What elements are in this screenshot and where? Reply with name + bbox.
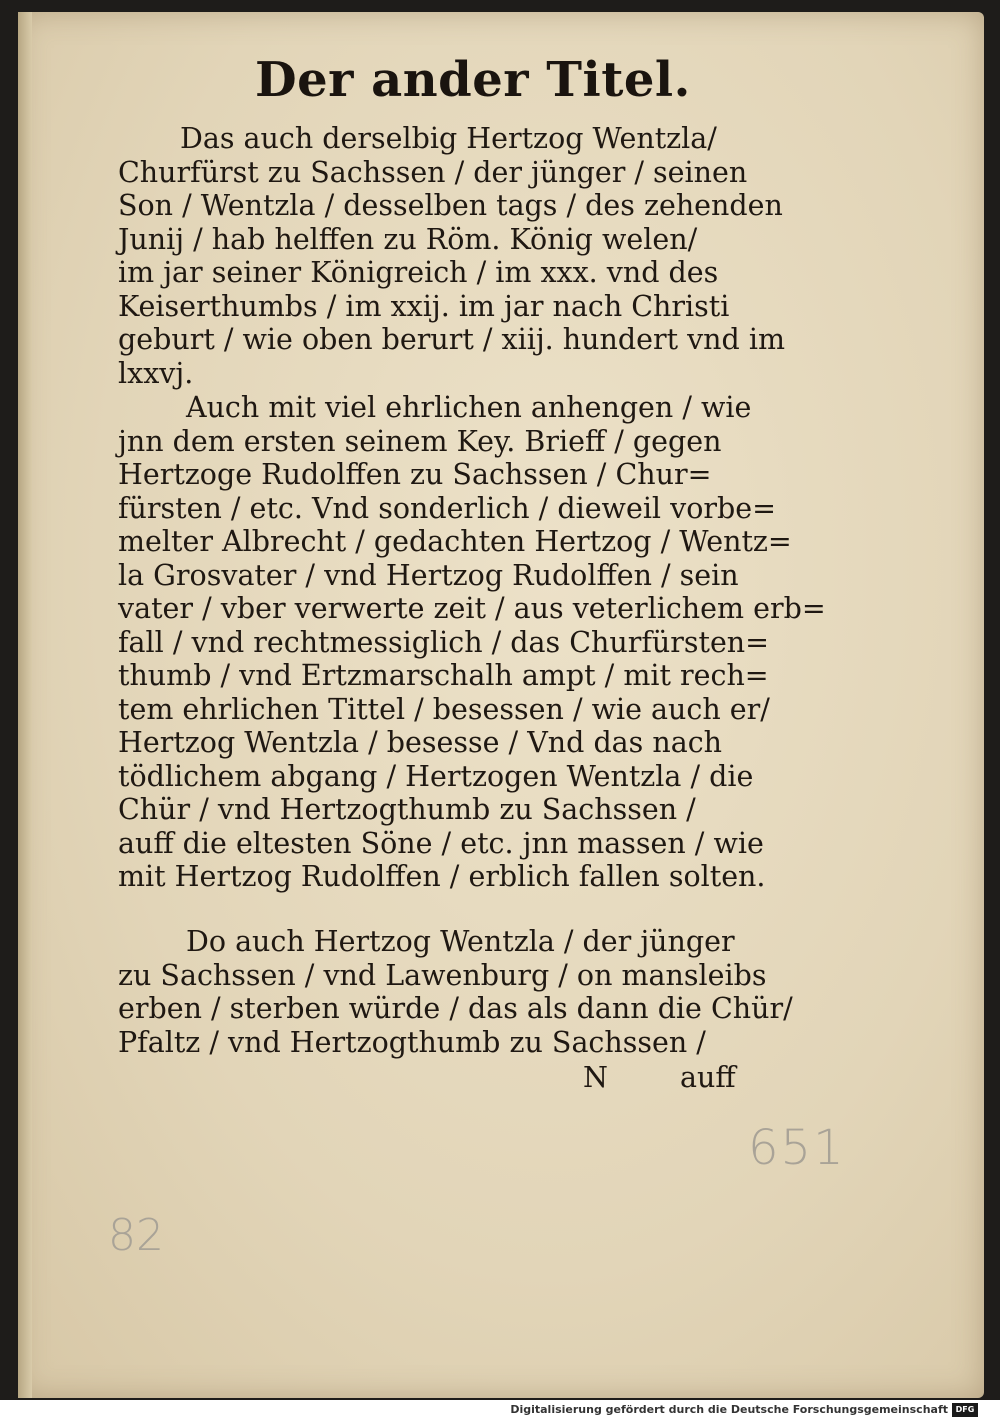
pencil-old-number: 82 (108, 1210, 164, 1261)
text-line: thumb / vnd Ertzmarschalh ampt / mit rech= (118, 659, 769, 692)
text-line: Chür / vnd Hertzogthumb zu Sachssen / (118, 793, 696, 826)
paragraph-3 (118, 925, 793, 1059)
text-line: Das auch derselbig Hertzog Wentzla/ (180, 122, 717, 155)
pencil-folio-number: 651 (748, 1120, 846, 1176)
text-line: la Grosvater / vnd Hertzog Rudolffen / sein (118, 558, 739, 592)
text-line: tem ehrlichen Tittel / besessen / wie auch er/ (118, 692, 770, 726)
paragraph-1 (118, 122, 785, 390)
funding-credit: Digitalisierung gefördert durch die Deutsche Forschungsgemeinschaft (510, 1403, 948, 1416)
page-heading: Der ander Titel. (255, 52, 691, 108)
page-binding-edge (18, 12, 32, 1398)
text-line: erben / sterben würde / das als dann die Chür/ (118, 992, 793, 1025)
paragraph-2 (118, 391, 826, 894)
text-line: vater / vber verwerte zeit / aus veterlichem erb= (118, 592, 826, 625)
text-line: tödlichem abgang / Hertzogen Wentzla / die (118, 759, 754, 793)
text-line: Son / Wentzla / desselben tags / des zehenden (118, 189, 783, 222)
text-line: Auch mit viel ehrlichen anhengen / wie (186, 391, 752, 424)
text-line: Hertzoge Rudolffen zu Sachssen / Chur= (118, 458, 712, 491)
text-line: fürsten / etc. Vnd sonderlich / dieweil vorbe= (118, 491, 776, 525)
text-line: Churfürst zu Sachssen / der jünger / seinen (118, 155, 748, 189)
text-line: Keiserthumbs / im xxij. im jar nach Christi (118, 289, 730, 323)
text-line: im jar seiner Königreich / im xxx. vnd des (118, 256, 719, 289)
text-line: Hertzog Wentzla / besesse / Vnd das nach (118, 726, 723, 759)
text-line: geburt / wie oben berurt / xiij. hundert vnd im (118, 323, 785, 356)
dfg-logo: DFG (952, 1403, 978, 1417)
text-line: lxxvj. (118, 356, 194, 390)
text-line: Pfaltz / vnd Hertzogthumb zu Sachssen / (118, 1025, 706, 1059)
catchword: auff (680, 1061, 736, 1094)
text-line: Do auch Hertzog Wentzla / der jünger (186, 925, 735, 958)
text-line: fall / vnd rechtmessiglich / das Churfürsten= (118, 625, 770, 659)
signature-mark: N (583, 1061, 608, 1094)
text-line: mit Hertzog Rudolffen / erblich fallen solten. (118, 860, 766, 893)
text-line: melter Albrecht / gedachten Hertzog / Wentz= (118, 525, 792, 558)
text-line: Junij / hab helffen zu Röm. König welen/ (118, 222, 698, 256)
footer-bar (0, 1400, 1000, 1420)
text-line: zu Sachssen / vnd Lawenburg / on mansleibs (118, 958, 767, 992)
text-line: jnn dem ersten seinem Key. Brieff / gegen (118, 424, 722, 458)
text-line: auff die eltesten Söne / etc. jnn massen / wie (118, 826, 764, 860)
